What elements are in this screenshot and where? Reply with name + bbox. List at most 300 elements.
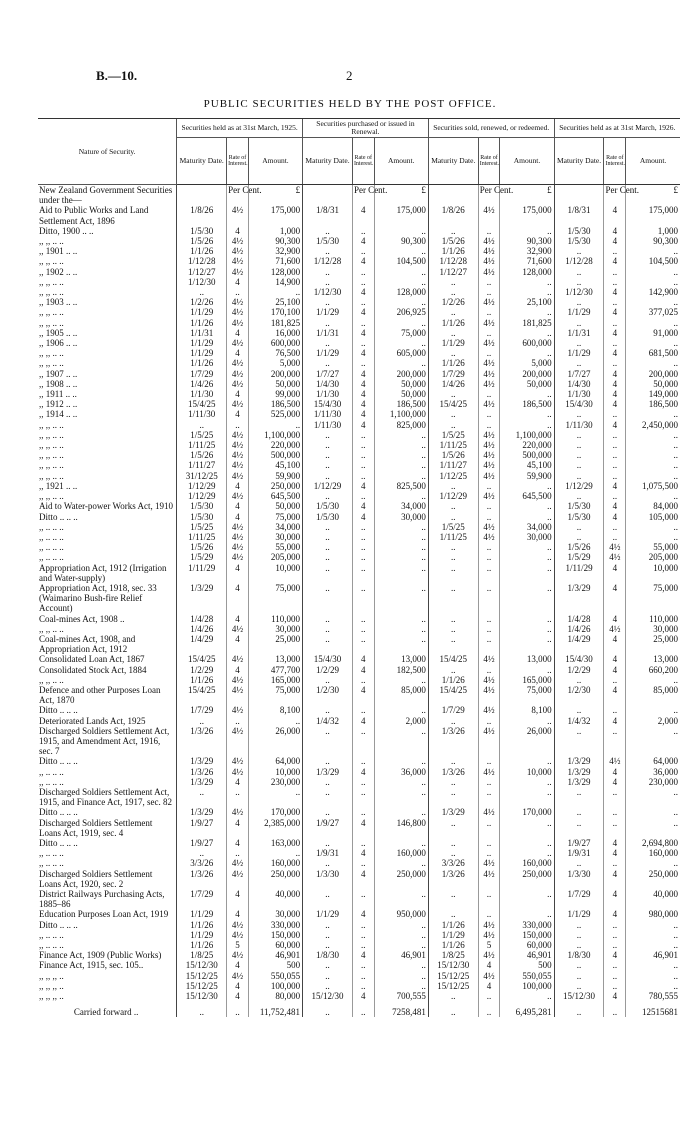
cell-rate-sold: 4½ [478,369,500,379]
cell-rate-sold: 4½ [478,236,500,246]
cell-rate-1925: 4½ [227,869,249,889]
cell-maturity-1926: .. [554,297,604,307]
cell-amount-1925: 75,000 [248,685,302,705]
cell-amount-1925: 330,000 [248,920,302,930]
cell-security-name: Ditto .. .. .. [39,705,78,716]
cell-maturity-1925: 1/8/25 [177,950,227,960]
cell-rate-purchased: .. [352,430,374,440]
cell-maturity-1926: .. [554,460,604,470]
cell-maturity-sold: 1/4/26 [428,379,478,389]
cell-rate-1926: 4 [604,889,626,909]
cell-amount-1925: 99,000 [248,389,302,399]
cell-amount-1925: .. [248,716,302,726]
table-row [38,838,680,848]
cell-rate-purchased: .. [352,940,374,950]
cell-maturity-1926: .. [554,1001,604,1017]
cell-amount-sold: .. [500,542,554,552]
cell-amount-purchased: 175,000 [374,205,428,225]
table-row [38,501,680,511]
cell-rate-1925: 4½ [227,532,249,542]
cell-maturity-1926: .. [554,726,604,757]
table-row [38,940,680,950]
cell-amount-1925: 32,900 [248,246,302,256]
cell-amount-1926: £ [626,185,680,206]
cell-security-name: Ditto, 1900 .. .. [39,225,94,236]
cell-rate-1926: .. [604,726,626,757]
cell-maturity-purchased: 15/12/30 [303,991,353,1001]
cell-amount-sold: .. [500,889,554,909]
cell-rate-purchased: .. [352,338,374,348]
cell-maturity-sold: 15/4/25 [428,654,478,664]
cell-maturity-purchased: .. [303,624,353,634]
cell-amount-purchased: .. [374,552,428,562]
cell-rate-1925: .. [227,1001,249,1017]
cell-amount-sold: .. [500,563,554,583]
cell-rate-1926: .. [604,971,626,981]
table-row [38,685,680,705]
cell-amount-purchased: .. [374,471,428,481]
cell-amount-purchased: 50,000 [374,379,428,389]
cell-rate-purchased: 4 [352,420,374,430]
cell-rate-purchased: 4 [352,205,374,225]
cell-amount-sold: 181,825 [500,318,554,328]
cell-maturity-1925: 15/12/30 [177,960,227,970]
cell-rate-sold: 4½ [478,256,500,266]
cell-maturity-1926: 1/9/27 [554,838,604,848]
cell-maturity-1925: 1/1/26 [177,358,227,368]
cell-maturity-1925: .. [177,287,227,297]
table-row [38,634,680,654]
cell-maturity-purchased: .. [303,634,353,654]
cell-amount-1925: 163,000 [248,838,302,848]
cell-amount-1925: 10,000 [248,563,302,583]
cell-maturity-1925: 1/1/30 [177,389,227,399]
cell-amount-1926: .. [626,940,680,950]
cell-amount-1926: 250,000 [626,869,680,889]
cell-maturity-sold: .. [428,277,478,287]
cell-amount-1925: 30,000 [248,532,302,542]
cell-amount-sold: 250,000 [500,869,554,889]
cell-maturity-sold: 1/1/26 [428,920,478,930]
cell-maturity-1925: 1/11/29 [177,563,227,583]
cell-rate-1926: 4 [604,909,626,919]
cell-maturity-1926: 15/4/30 [554,399,604,409]
table-row [38,552,680,562]
cell-security-name: ,, ,, .. .. [39,317,64,328]
cell-amount-sold: 71,600 [500,256,554,266]
cell-amount-1926: 186,500 [626,399,680,409]
cell-maturity-purchased: .. [303,889,353,909]
cell-rate-sold: .. [478,777,500,787]
cell-maturity-purchased: 1/12/30 [303,287,353,297]
cell-security-name: New Zealand Government Securities under the— [39,185,173,206]
cell-maturity-1925: 1/2/26 [177,297,227,307]
cell-maturity-sold: 1/2/26 [428,297,478,307]
cell-maturity-purchased: 1/1/29 [303,348,353,358]
cell-rate-1925: 4 [227,389,249,399]
cell-rate-1926: .. [604,440,626,450]
cell-security-name: ,, ,, .. .. [39,470,64,481]
cell-rate-1925: 4 [227,512,249,522]
cell-amount-1926: 2,000 [626,716,680,726]
cell-maturity-1925: .. [177,420,227,430]
cell-amount-purchased: .. [374,267,428,277]
cell-amount-purchased: 128,000 [374,287,428,297]
table-row [38,614,680,624]
cell-maturity-1925: 1/5/30 [177,512,227,522]
cell-rate-purchased: .. [352,930,374,940]
cell-security-name: Consolidated Stock Act, 1884 [39,664,147,675]
table-row [38,420,680,430]
cell-security-name: ,, 1914 .. .. [39,409,78,420]
cell-amount-1926: .. [626,491,680,501]
cell-rate-1925: 4½ [227,685,249,705]
cell-amount-sold: 128,000 [500,267,554,277]
cell-maturity-purchased: 1/9/27 [303,818,353,838]
cell-maturity-sold: 1/5/26 [428,236,478,246]
cell-maturity-purchased: .. [303,726,353,757]
cell-maturity-sold: 1/5/26 [428,450,478,460]
cell-maturity-1925: 15/4/25 [177,685,227,705]
cell-amount-1925: 5,000 [248,358,302,368]
cell-rate-purchased: .. [352,297,374,307]
cell-maturity-sold: 1/1/29 [428,338,478,348]
cell-security-name: ,, 1903 .. .. [39,297,78,308]
cell-amount-sold: .. [500,348,554,358]
cell-maturity-purchased: 1/9/31 [303,848,353,858]
cell-maturity-1925: 15/4/25 [177,399,227,409]
table-row [38,348,680,358]
cell-maturity-purchased: .. [303,440,353,450]
cell-rate-sold: 4½ [478,869,500,889]
cell-amount-purchased: .. [374,624,428,634]
cell-maturity-1925: 1/1/29 [177,348,227,358]
cell-rate-1925: 4 [227,909,249,919]
cell-rate-1926: .. [604,940,626,950]
cell-security-name: Aid to Public Works and Land Settlement Act, 1896 [39,205,149,226]
cell-maturity-1925: 1/5/26 [177,542,227,552]
cell-amount-sold: 500 [500,960,554,970]
cell-rate-sold: 4½ [478,430,500,440]
cell-rate-sold: .. [478,389,500,399]
cell-rate-1926: 4½ [604,756,626,766]
table-row [38,563,680,583]
cell-amount-purchased: .. [374,583,428,614]
cell-rate-purchased: 4 [352,399,374,409]
cell-maturity-1926: 1/4/28 [554,614,604,624]
cell-amount-sold: 330,000 [500,920,554,930]
cell-maturity-purchased: .. [303,277,353,287]
cell-maturity-1926: 1/5/30 [554,236,604,246]
cell-security-name: ,, .. .. .. [39,858,64,869]
cell-amount-1925: 170,000 [248,807,302,817]
cell-rate-1926: 4 [604,369,626,379]
cell-maturity-1926: .. [554,705,604,715]
cell-amount-1926: 681,500 [626,348,680,358]
cell-amount-1926: .. [626,450,680,460]
cell-rate-purchased: 4 [352,512,374,522]
cell-maturity-1925: 1/1/26 [177,246,227,256]
cell-maturity-purchased: .. [303,930,353,940]
cell-amount-1926: 205,000 [626,552,680,562]
table-row [38,307,680,317]
cell-rate-1925: 4 [227,583,249,614]
cell-maturity-purchased: 15/4/30 [303,399,353,409]
table-row [38,726,680,757]
cell-amount-1925: 250,000 [248,869,302,889]
table-row [38,991,680,1001]
cell-maturity-1926: 1/4/32 [554,716,604,726]
cell-amount-purchased: .. [374,430,428,440]
cell-amount-1925: 59,900 [248,471,302,481]
cell-amount-1925: 71,600 [248,256,302,266]
cell-rate-1926: 4 [604,838,626,848]
cell-amount-1925: 550,055 [248,971,302,981]
cell-maturity-1925: 15/4/25 [177,654,227,664]
cell-maturity-1926 [554,185,604,206]
cell-amount-1925: 64,000 [248,756,302,766]
cell-amount-1926: 30,000 [626,624,680,634]
cell-maturity-1925: .. [177,787,227,807]
cell-amount-1925: 55,000 [248,542,302,552]
cell-rate-1925: 4½ [227,930,249,940]
cell-rate-1926: 4 [604,420,626,430]
table-row [38,950,680,960]
cell-amount-sold: 500,000 [500,450,554,460]
cell-rate-1926: 4 [604,501,626,511]
cell-maturity-1925: 1/1/29 [177,909,227,919]
cell-rate-sold: .. [478,818,500,838]
cell-maturity-sold: .. [428,848,478,858]
cell-rate-purchased: 4 [352,328,374,338]
carried-forward-row [38,1001,680,1017]
col-group-purchased: Securities purchased or issued in Renewal. [303,119,429,138]
cell-security-name: Deteriorated Lands Act, 1925 [39,715,146,726]
cell-maturity-purchased: .. [303,267,353,277]
cell-amount-purchased: 85,000 [374,685,428,705]
cell-rate-1925: 4½ [227,246,249,256]
cell-rate-purchased: 4 [352,848,374,858]
cell-rate-purchased: .. [352,450,374,460]
cell-security-name: Ditto .. .. .. [39,807,78,818]
cell-rate-purchased: .. [352,726,374,757]
cell-amount-1925: .. [248,287,302,297]
cell-amount-sold: .. [500,287,554,297]
cell-amount-sold: £ [500,185,554,206]
cell-security-name: Discharged Soldiers Settlement Loans Act, 1920, sec. 2 [39,868,153,889]
cell-security-name: ,, ,, ,, .. [39,991,64,1002]
cell-rate-1925: 4½ [227,369,249,379]
cell-rate-1925: 4 [227,563,249,583]
cell-maturity-sold: 1/12/28 [428,256,478,266]
cell-rate-sold: .. [478,348,500,358]
cell-rate-1925: Per Cent. [227,185,249,206]
cell-amount-1925: 645,500 [248,491,302,501]
cell-security-name: ,, ,, .. .. [39,256,64,267]
cell-security-name: Finance Act, 1915, sec. 105.. [39,960,144,971]
cell-amount-sold: .. [500,389,554,399]
cell-maturity-1925: 1/11/25 [177,532,227,542]
cell-rate-1926: 4 [604,379,626,389]
cell-amount-sold: 1,100,000 [500,430,554,440]
cell-rate-1926: .. [604,675,626,685]
cell-rate-1926: 4½ [604,552,626,562]
cell-maturity-1925: 1/1/29 [177,930,227,940]
cell-amount-1926: .. [626,318,680,328]
cell-amount-sold: 25,100 [500,297,554,307]
cell-rate-sold: .. [478,756,500,766]
cell-maturity-purchased: .. [303,297,353,307]
cell-amount-1926: .. [626,981,680,991]
cell-amount-purchased: 104,500 [374,256,428,266]
cell-rate-purchased: .. [352,246,374,256]
cell-amount-purchased: 950,000 [374,909,428,919]
cell-rate-purchased: 4 [352,481,374,491]
securities-table [38,118,680,1017]
cell-maturity-purchased: 1/11/30 [303,409,353,419]
table-row [38,491,680,501]
cell-rate-1926: 4 [604,848,626,858]
cell-amount-purchased: 50,000 [374,389,428,399]
cell-amount-1925: 2,385,000 [248,818,302,838]
cell-maturity-1925: 1/11/30 [177,409,227,419]
cell-amount-1926: .. [626,267,680,277]
cell-security-name: ,, ,, .. .. [39,491,64,502]
cell-rate-1925: 4½ [227,522,249,532]
cell-rate-sold: 4½ [478,440,500,450]
cell-security-name: ,, ,, .. .. [39,236,64,247]
cell-maturity-1925: 1/4/28 [177,614,227,624]
cell-security-name: ,, ,, .. .. [39,358,64,369]
cell-amount-1926: .. [626,858,680,868]
cell-rate-1926: 4 [604,665,626,675]
cell-maturity-1925: 1/9/27 [177,838,227,848]
cell-rate-1926: .. [604,297,626,307]
table-row [38,716,680,726]
cell-rate-sold: 4½ [478,950,500,960]
cell-maturity-purchased: .. [303,940,353,950]
cell-security-name: ,, .. .. .. [39,521,64,532]
cell-maturity-1926: .. [554,858,604,868]
cell-rate-1926: 4 [604,767,626,777]
cell-amount-purchased: 250,000 [374,869,428,889]
cell-maturity-1926: 1/7/29 [554,889,604,909]
cell-amount-sold: 8,100 [500,705,554,715]
cell-maturity-1925: 1/1/26 [177,920,227,930]
cell-amount-purchased: .. [374,930,428,940]
cell-rate-purchased: .. [352,491,374,501]
cell-maturity-sold: .. [428,481,478,491]
cell-amount-1925: .. [248,787,302,807]
cell-amount-sold: .. [500,614,554,624]
cell-maturity-purchased: .. [303,552,353,562]
cell-security-name: ,, .. .. .. [39,940,64,951]
cell-maturity-1926: 1/12/30 [554,287,604,297]
cell-amount-sold: .. [500,818,554,838]
cell-amount-purchased: .. [374,675,428,685]
cell-maturity-1925: 1/3/26 [177,726,227,757]
cell-maturity-1925: 15/12/25 [177,971,227,981]
cell-security-name: ,, 1902 .. .. [39,266,78,277]
cell-amount-sold: 165,000 [500,675,554,685]
cell-amount-purchased: .. [374,838,428,848]
cell-rate-purchased: 4 [352,869,374,889]
cell-maturity-1925: 1/1/26 [177,675,227,685]
cell-amount-sold: 26,000 [500,726,554,757]
cell-maturity-1925: 1/5/30 [177,226,227,236]
cell-amount-purchased: .. [374,297,428,307]
cell-rate-1925: 4 [227,889,249,909]
cell-maturity-1926: 1/11/29 [554,563,604,583]
cell-rate-1925: 4½ [227,705,249,715]
cell-maturity-purchased: .. [303,471,353,481]
cell-security-name: Carried forward .. [73,1007,139,1018]
page-number: 2 [346,68,353,83]
cell-amount-sold: .. [500,409,554,419]
cell-rate-1925: 4½ [227,205,249,225]
cell-rate-1926: .. [604,1001,626,1017]
cell-amount-1926: 175,000 [626,205,680,225]
cell-rate-purchased: 4 [352,685,374,705]
cell-amount-1925: 13,000 [248,654,302,664]
cell-amount-1925: 76,500 [248,348,302,358]
table-row [38,767,680,777]
cell-rate-purchased: .. [352,542,374,552]
cell-rate-1925: 4½ [227,399,249,409]
cell-rate-purchased: .. [352,756,374,766]
cell-rate-sold: .. [478,307,500,317]
cell-rate-1925: 4½ [227,971,249,981]
cell-maturity-1925: 1/12/27 [177,267,227,277]
cell-maturity-sold: .. [428,818,478,838]
cell-maturity-1925: 1/1/29 [177,338,227,348]
cell-amount-1926: .. [626,277,680,287]
cell-maturity-1926: 1/3/30 [554,869,604,889]
cell-amount-1925: 26,000 [248,726,302,757]
cell-rate-1926: 4 [604,777,626,787]
cell-maturity-1926: 1/5/30 [554,501,604,511]
cell-amount-1925: 90,300 [248,236,302,246]
cell-rate-sold: 4½ [478,267,500,277]
cell-amount-sold: 6,495,281 [500,1001,554,1017]
cell-amount-sold: 186,500 [500,399,554,409]
cell-maturity-1925: .. [177,716,227,726]
cell-amount-1925: 80,000 [248,991,302,1001]
cell-maturity-sold: 15/4/25 [428,685,478,705]
cell-rate-1926: .. [604,471,626,481]
cell-rate-1926: 4½ [604,542,626,552]
cell-rate-purchased: .. [352,838,374,848]
col-group-sold: Securities sold, renewed, or redeemed. [428,119,554,138]
cell-maturity-1925: 1/3/29 [177,807,227,817]
cell-maturity-1926: 1/1/30 [554,389,604,399]
cell-amount-purchased: 160,000 [374,848,428,858]
cell-amount-1925: 220,000 [248,440,302,450]
page-title: PUBLIC SECURITIES HELD BY THE POST OFFICE. [203,98,497,110]
cell-rate-sold: 4½ [478,205,500,225]
cell-rate-purchased: .. [352,624,374,634]
cell-maturity-purchased: 1/3/29 [303,767,353,777]
cell-amount-1926: .. [626,705,680,715]
cell-maturity-1926: .. [554,971,604,981]
cell-security-name: ,, ,, .. .. [39,450,64,461]
cell-rate-purchased: .. [352,318,374,328]
cell-rate-sold: .. [478,787,500,807]
cell-amount-1926: 36,000 [626,767,680,777]
cell-rate-1926: .. [604,930,626,940]
cell-amount-1925: .. [248,420,302,430]
cell-amount-purchased: .. [374,726,428,757]
